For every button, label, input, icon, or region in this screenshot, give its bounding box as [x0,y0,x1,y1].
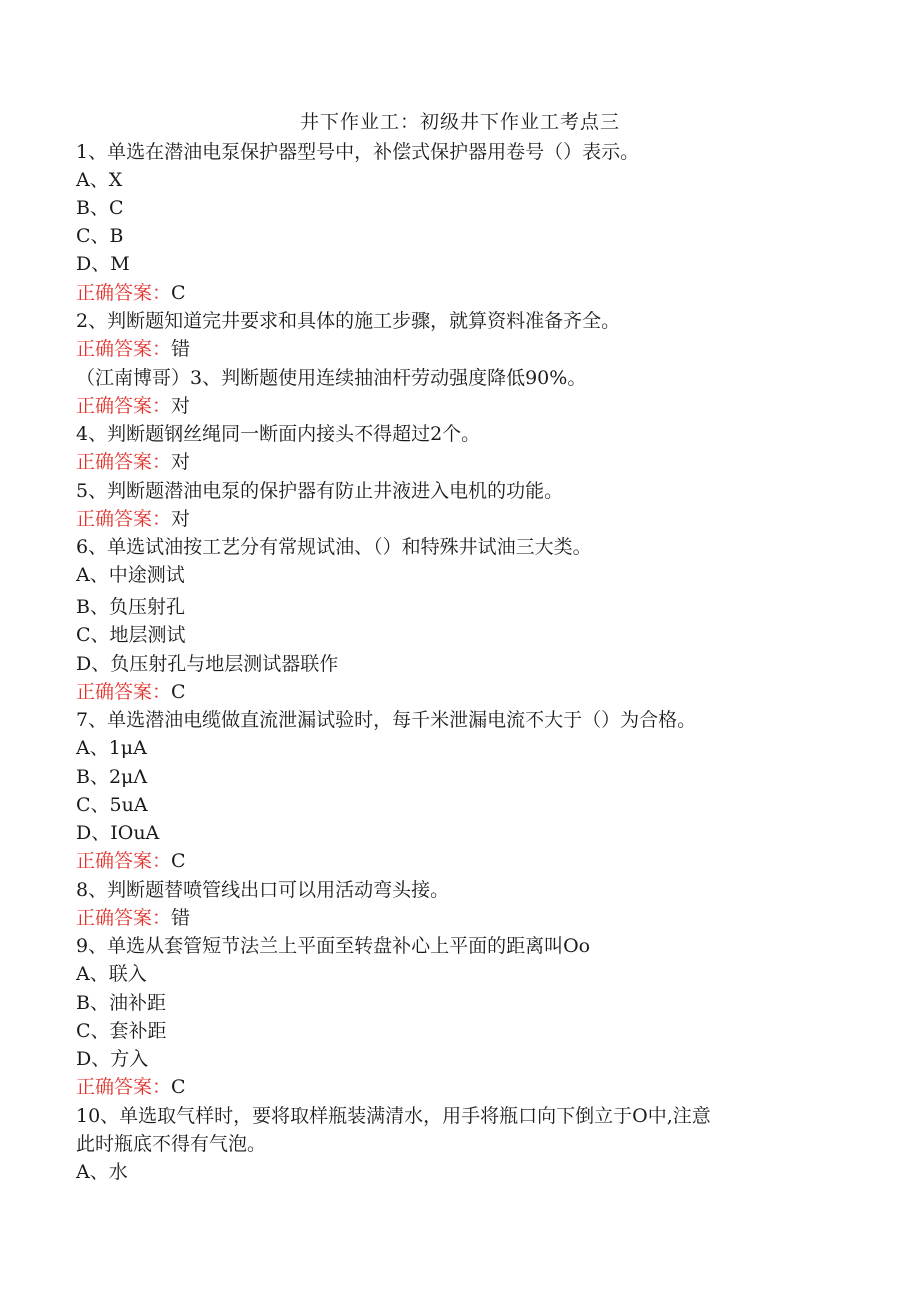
question-stem: 7、单选潜油电缆做直流泄漏试验时，每千米泄漏电流不大于（）为合格。 [76,709,697,731]
correct-answer: 正确答案：对 [76,451,191,473]
option-c: C、5uA [76,794,148,816]
question-stem: 1、单选在潜油电泵保护器型号中，补偿式保护器用卷号（）表示。 [76,141,640,163]
option-d: D、IOuA [76,822,160,844]
question-stem: 5、判断题潜油电泵的保护器有防止井液进入电机的功能。 [76,480,564,502]
option-b: B、2μΛ [76,766,148,788]
option-a: A、X [76,169,123,191]
option-a: A、中途测试 [76,564,185,586]
question-stem: 6、单选试油按工艺分有常规试油、（）和特殊井试油三大类。 [76,536,592,558]
correct-answer: 正确答案：错 [76,907,191,929]
option-a: A、1μA [76,737,147,759]
correct-answer: 正确答案：C [76,282,186,304]
question-stem-continued: 此时瓶底不得有气泡。 [76,1133,267,1155]
option-c: C、套补距 [76,1020,167,1042]
option-b: B、C [76,197,124,219]
correct-answer: 正确答案：C [76,850,186,872]
correct-answer: 正确答案：对 [76,395,191,417]
option-d: D、方入 [76,1048,149,1070]
question-stem: 8、判断题替喷管线出口可以用活动弯头接。 [76,879,450,901]
option-d: D、负压射孔与地层测试器联作 [76,653,339,675]
correct-answer: 正确答案：C [76,681,186,703]
question-stem: 2、判断题知道完井要求和具体的施工步骤，就算资料准备齐全。 [76,310,621,332]
option-b: B、负压射孔 [76,596,185,618]
question-stem: 9、单选从套管短节法兰上平面至转盘补心上平面的距离叫Oo [76,935,591,957]
option-a: A、水 [76,1161,128,1183]
question-stem: （江南博哥）3、判断题使用连续抽油杆劳动强度降低90%。 [76,367,587,389]
document-title: 井下作业工：初级井下作业工考点三 [299,111,620,133]
correct-answer: 正确答案：对 [76,508,191,530]
option-a: A、联入 [76,963,147,985]
question-stem: 10、单选取气样时，要将取样瓶装满清水，用手将瓶口向下倒立于O中,注意 [76,1105,711,1127]
option-b: B、油补距 [76,992,166,1014]
correct-answer: 正确答案：错 [76,338,191,360]
question-stem: 4、判断题钢丝绳同一断面内接头不得超过2个。 [76,423,481,445]
option-d: D、M [76,253,130,275]
correct-answer: 正确答案：C [76,1076,186,1098]
option-c: C、B [76,225,124,247]
option-c: C、地层测试 [76,624,186,646]
